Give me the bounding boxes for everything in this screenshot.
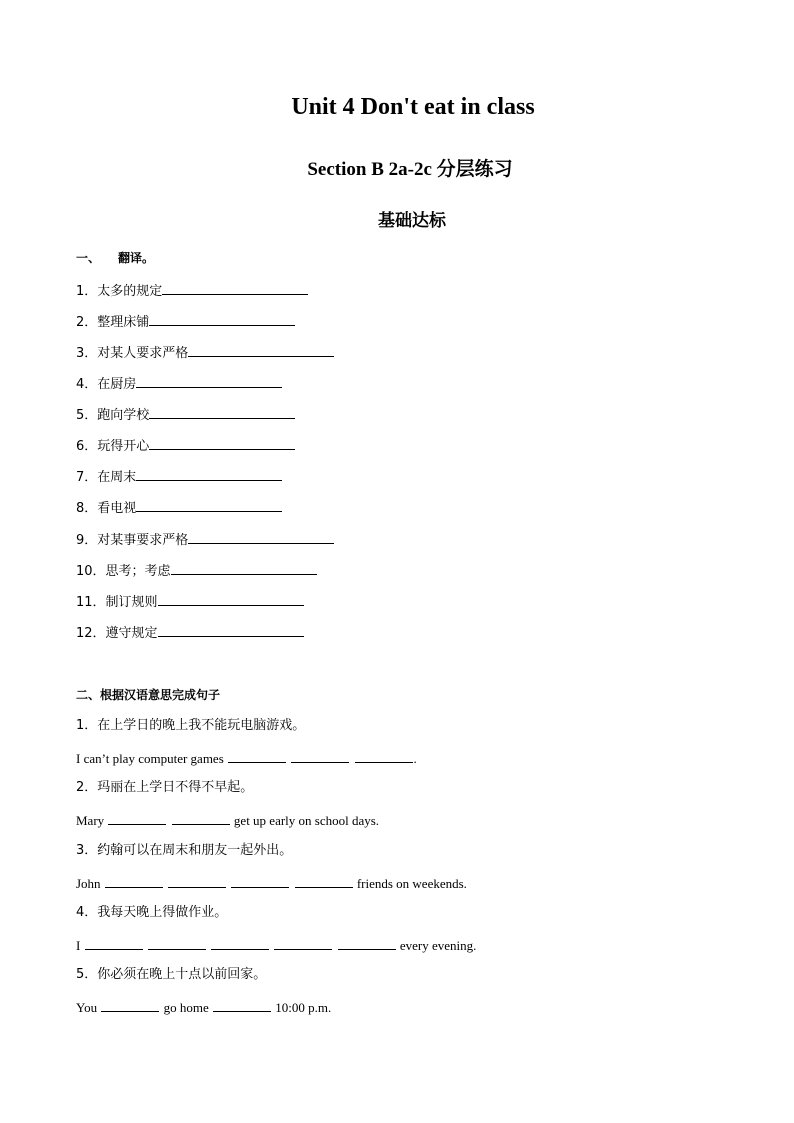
answer-blank[interactable]: [355, 749, 413, 763]
answer-blank[interactable]: [338, 936, 396, 950]
sentence-text: John: [76, 876, 101, 891]
answer-blank[interactable]: [158, 623, 304, 637]
answer-blank[interactable]: [213, 998, 271, 1012]
sentence-text: I: [76, 938, 81, 953]
level-heading: 基础达标: [378, 211, 446, 231]
item-text: 看电视: [97, 501, 137, 516]
answer-blank[interactable]: [228, 749, 286, 763]
translation-item: [76, 436, 295, 456]
answer-blank[interactable]: [85, 936, 143, 950]
answer-blank[interactable]: [148, 936, 206, 950]
sentence-line: [76, 874, 467, 893]
answer-blank[interactable]: [188, 530, 334, 544]
answer-blank[interactable]: [149, 436, 295, 450]
answer-blank[interactable]: [172, 811, 230, 825]
item-text: 玩得开心: [97, 439, 150, 454]
sentence-prompt: 4．我每天晚上得做作业。: [76, 905, 228, 920]
translation-item: [76, 498, 282, 518]
answer-blank[interactable]: [105, 874, 163, 888]
part1-heading-number: 一、: [76, 251, 101, 265]
answer-blank[interactable]: [149, 405, 295, 419]
item-number: 3．: [76, 346, 98, 361]
item-number: 6．: [76, 439, 98, 454]
item-number: 1．: [76, 284, 98, 299]
sentence-text: Mary: [76, 813, 105, 828]
answer-blank[interactable]: [108, 811, 166, 825]
item-number: 2．: [76, 315, 98, 330]
item-text: 跑向学校: [97, 408, 150, 423]
translation-item: [76, 530, 334, 550]
sentence-text: You: [76, 1000, 98, 1015]
sentence-text: go home: [163, 1000, 209, 1015]
answer-blank[interactable]: [162, 281, 308, 295]
translation-item: [76, 405, 295, 425]
item-number: 7．: [76, 470, 98, 485]
section-subtitle: Section B 2a-2c 分层练习: [307, 159, 513, 180]
translation-item: [76, 467, 282, 487]
item-text: 在周末: [97, 470, 137, 485]
sentence-text: .: [413, 751, 417, 766]
answer-blank[interactable]: [101, 998, 159, 1012]
item-number: 10．: [76, 564, 106, 579]
item-text: 遵守规定: [105, 626, 158, 641]
part1-heading-text: 翻译。: [118, 251, 155, 265]
answer-blank[interactable]: [136, 374, 282, 388]
answer-blank[interactable]: [158, 592, 304, 606]
sentence-text: 10:00 p.m.: [275, 1000, 332, 1015]
answer-blank[interactable]: [168, 874, 226, 888]
part2-heading: 二、根据汉语意思完成句子: [76, 688, 221, 702]
item-text: 思考；考虑: [105, 564, 171, 579]
item-text: 对某人要求严格: [97, 346, 189, 361]
answer-blank[interactable]: [231, 874, 289, 888]
sentence-line: [76, 998, 331, 1017]
item-number: 9．: [76, 533, 98, 548]
sentence-text: friends on weekends.: [356, 876, 467, 891]
item-number: 8．: [76, 501, 98, 516]
translation-item: [76, 561, 317, 581]
sentence-prompt: 1．在上学日的晚上我不能玩电脑游戏。: [76, 718, 306, 733]
item-number: 11．: [76, 595, 106, 610]
answer-blank[interactable]: [136, 498, 282, 512]
answer-blank[interactable]: [295, 874, 353, 888]
sentence-text: I can’t play computer games: [76, 751, 224, 766]
item-text: 在厨房: [97, 377, 137, 392]
item-number: 4．: [76, 377, 98, 392]
part1-heading: [76, 250, 154, 266]
answer-blank[interactable]: [171, 561, 317, 575]
sentence-text: every evening.: [399, 938, 477, 953]
answer-blank[interactable]: [274, 936, 332, 950]
item-number: 5．: [76, 408, 98, 423]
sentence-prompt: 5．你必须在晚上十点以前回家。: [76, 967, 267, 982]
answer-blank[interactable]: [136, 467, 282, 481]
translation-item: [76, 281, 308, 301]
item-number: 12．: [76, 626, 106, 641]
sentence-line: [76, 749, 417, 768]
sentence-line: [76, 811, 379, 830]
answer-blank[interactable]: [149, 312, 295, 326]
sentence-line: [76, 936, 476, 955]
translation-item: [76, 592, 304, 612]
document-title: Unit 4 Don't eat in class: [291, 94, 535, 120]
answer-blank[interactable]: [211, 936, 269, 950]
answer-blank[interactable]: [188, 343, 334, 357]
item-text: 太多的规定: [97, 284, 163, 299]
answer-blank[interactable]: [291, 749, 349, 763]
sentence-prompt: 3．约翰可以在周末和朋友一起外出。: [76, 843, 293, 858]
translation-item: [76, 623, 304, 643]
sentence-text: get up early on school days.: [233, 813, 380, 828]
translation-item: [76, 374, 282, 394]
translation-item: [76, 312, 295, 332]
item-text: 对某事要求严格: [97, 533, 189, 548]
sentence-prompt: 2．玛丽在上学日不得不早起。: [76, 780, 254, 795]
item-text: 制订规则: [105, 595, 158, 610]
translation-item: [76, 343, 334, 363]
item-text: 整理床铺: [97, 315, 150, 330]
